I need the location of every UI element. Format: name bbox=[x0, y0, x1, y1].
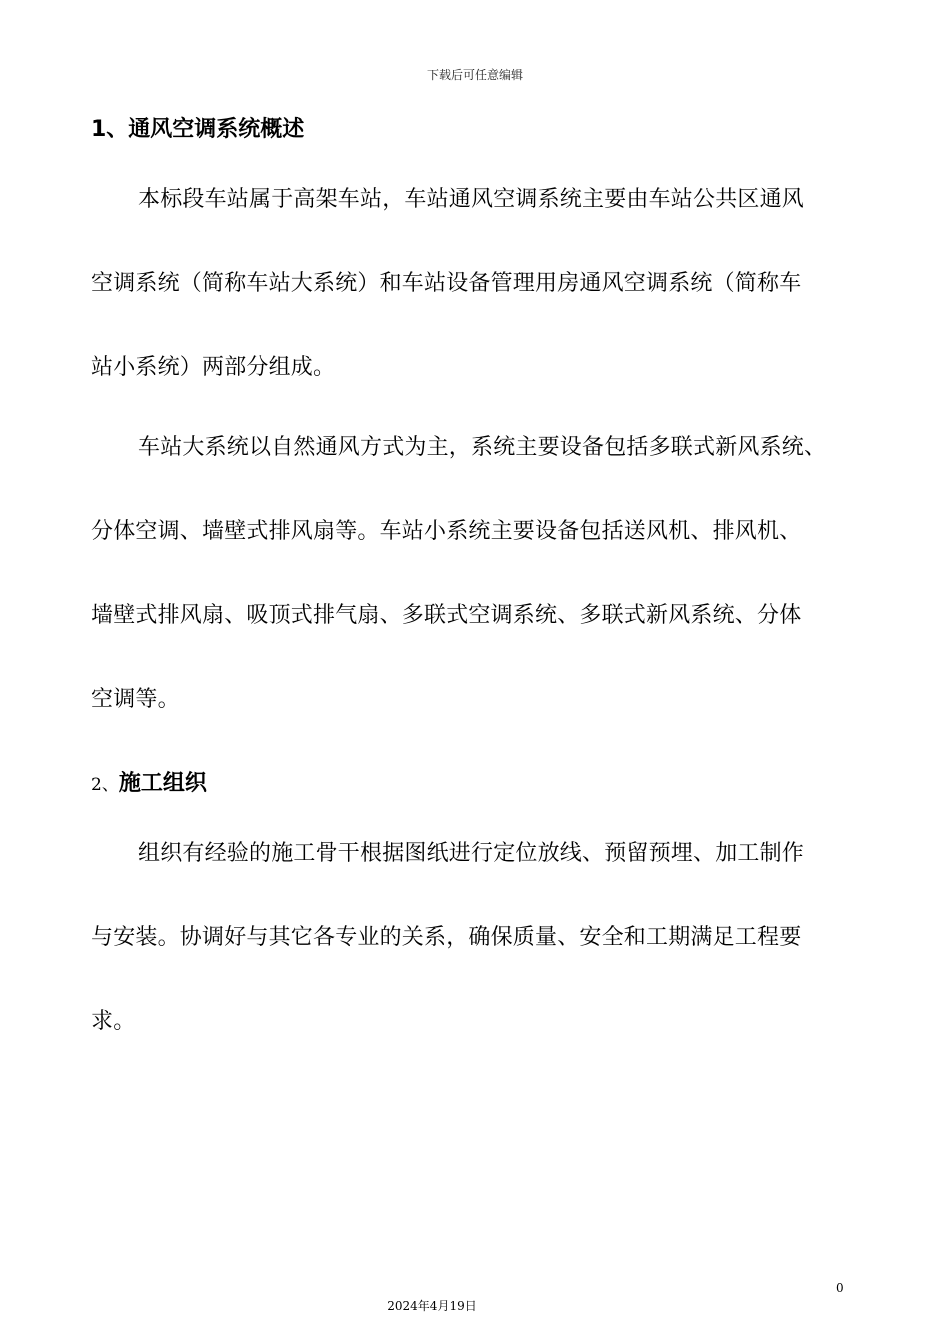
section-2-heading-number: 2、 bbox=[91, 775, 119, 795]
paragraph-line: 与安装。协调好与其它各专业的关系，确保质量、安全和工期满足工程要 bbox=[91, 925, 802, 950]
section-1-paragraph-2 bbox=[91, 406, 861, 742]
paragraph-line: 分体空调、墙壁式排风扇等。车站小系统主要设备包括送风机、排风机、 bbox=[91, 519, 802, 544]
paragraph-line: 求。 bbox=[91, 1009, 136, 1034]
paragraph-line: 站小系统）两部分组成。 bbox=[91, 355, 336, 380]
section-2-heading-text: 施工组织 bbox=[118, 771, 207, 796]
section-2-heading bbox=[91, 766, 207, 797]
section-2-paragraph-1 bbox=[91, 812, 861, 1064]
paragraph-line: 空调等。 bbox=[91, 687, 180, 712]
paragraph-line: 空调系统（简称车站大系统）和车站设备管理用房通风空调系统（简称车 bbox=[91, 271, 802, 296]
header-note: 下载后可任意编辑 bbox=[426, 68, 523, 82]
section-1-heading: 1、通风空调系统概述 bbox=[91, 117, 305, 142]
footer-date: 2024年4月19日 bbox=[387, 1299, 477, 1313]
paragraph-line: 本标段车站属于高架车站，车站通风空调系统主要由车站公共区通风 bbox=[138, 187, 805, 212]
section-1-paragraph-1 bbox=[91, 158, 861, 410]
page-number: 0 bbox=[836, 1281, 844, 1295]
paragraph-line: 墙壁式排风扇、吸顶式排气扇、多联式空调系统、多联式新风系统、分体 bbox=[91, 603, 802, 628]
paragraph-line: 车站大系统以自然通风方式为主，系统主要设备包括多联式新风系统、 bbox=[138, 435, 827, 460]
paragraph-line: 组织有经验的施工骨干根据图纸进行定位放线、预留预埋、加工制作 bbox=[138, 841, 805, 866]
